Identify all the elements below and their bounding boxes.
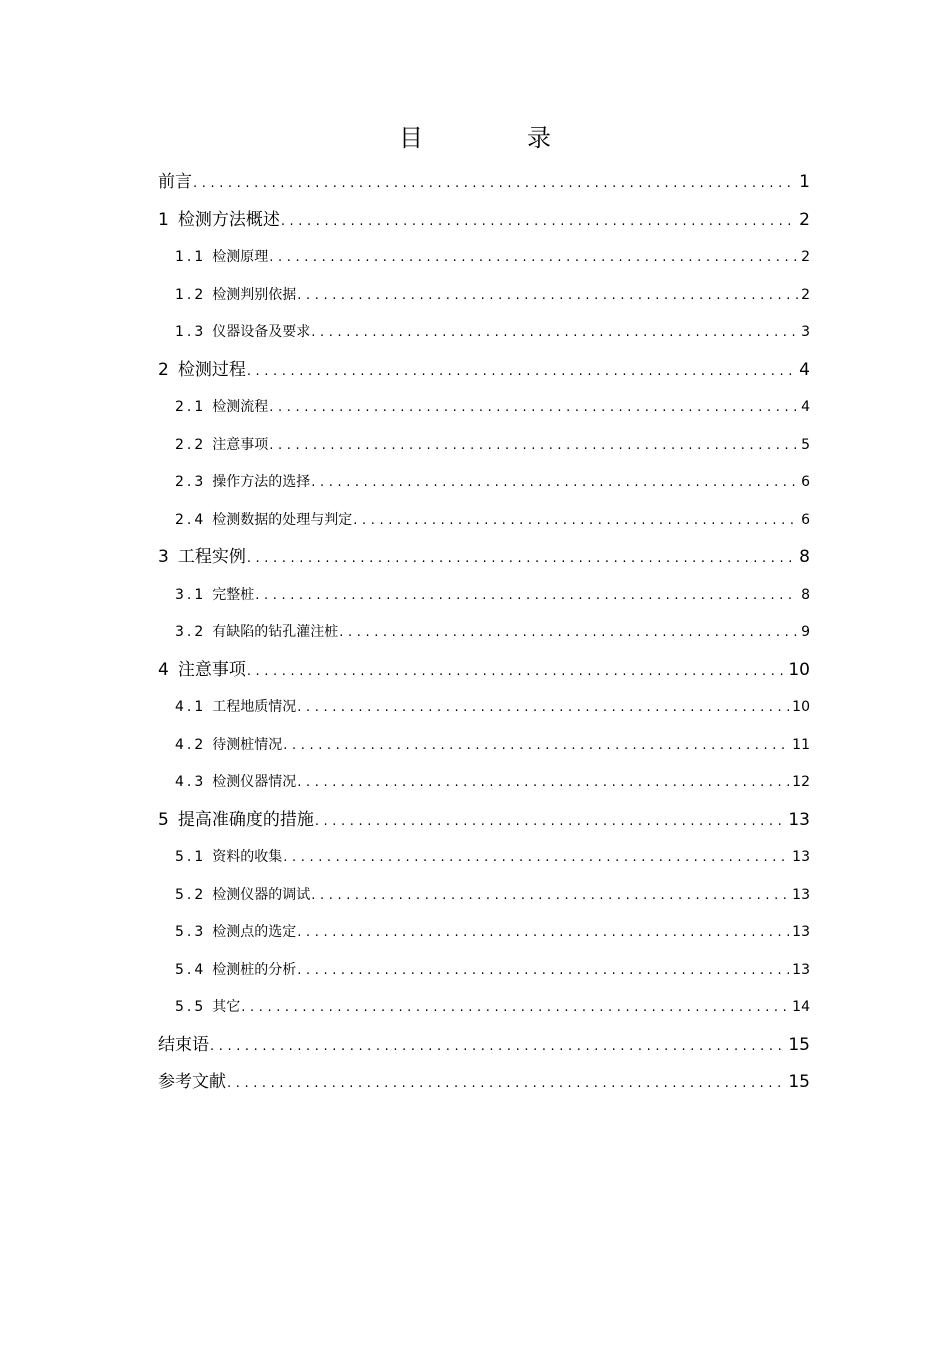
- toc-entry-title: 提高准确度的措施: [177, 809, 314, 830]
- toc-dot-leader: [353, 502, 798, 540]
- toc-dot-leader: [297, 914, 789, 952]
- toc-entry-number: 3.1: [175, 586, 207, 603]
- toc-entry-title: 其它: [212, 999, 241, 1015]
- toc-entry-title: 检测仪器情况: [212, 774, 297, 790]
- toc-entry-title: 工程实例: [177, 547, 246, 567]
- toc-entry-chapter[interactable]: [158, 1027, 810, 1065]
- toc-entry-number: 5.5: [175, 999, 207, 1015]
- toc-dot-leader: [283, 727, 789, 765]
- toc-entry-section[interactable]: [158, 952, 810, 990]
- toc-dot-leader: [297, 764, 789, 802]
- toc-entry-title: 参考文献: [158, 1072, 226, 1092]
- toc-entry-title: 检测流程: [212, 399, 269, 415]
- toc-entry-page-number: 8: [801, 586, 810, 603]
- toc-dot-leader: [283, 839, 789, 877]
- toc-entry-page-number: 11: [792, 736, 810, 753]
- toc-entry-title: 检测点的选定: [212, 924, 297, 940]
- toc-entry-page-number: 13: [788, 809, 810, 830]
- toc-entry-section[interactable]: [158, 839, 810, 877]
- toc-entry-title: 前言: [158, 172, 192, 192]
- toc-entry-title: 工程地质情况: [212, 699, 297, 715]
- toc-entry-page-number: 12: [792, 774, 810, 790]
- toc-entry-chapter[interactable]: [158, 802, 810, 840]
- toc-entry-number: 4: [158, 659, 169, 680]
- toc-entry-section[interactable]: [158, 464, 810, 502]
- toc-dot-leader: [269, 239, 798, 277]
- toc-entry-number: 4.3: [175, 774, 207, 790]
- toc-dot-leader: [241, 989, 789, 1027]
- toc-entry-page-number: 8: [799, 547, 810, 567]
- toc-dot-leader: [269, 389, 798, 427]
- toc-entry-page-number: 13: [792, 961, 810, 978]
- toc-entry-number: 2.4: [175, 511, 207, 528]
- toc-dot-leader: [311, 314, 798, 352]
- toc-entry-number: 1.1: [175, 249, 207, 265]
- toc-entry-title: 检测过程: [177, 359, 246, 380]
- toc-entry-number: 5.4: [175, 961, 207, 978]
- toc-dot-leader: [315, 803, 786, 840]
- toc-dot-leader: [311, 464, 798, 502]
- toc-entry-title: 操作方法的选择: [212, 474, 311, 490]
- page-title: 目 录: [399, 124, 591, 152]
- table-of-contents: [158, 164, 810, 1102]
- toc-entry-number: 5.3: [175, 924, 207, 940]
- toc-entry-number: 5: [158, 809, 169, 830]
- toc-dot-leader: [339, 614, 798, 652]
- toc-entry-title: 资料的收集: [212, 849, 283, 865]
- toc-entry-number: 1: [158, 209, 169, 230]
- toc-entry-number: 4.1: [175, 699, 207, 715]
- toc-entry-page-number: 10: [792, 699, 810, 715]
- toc-entry-title: 检测桩的分析: [212, 961, 297, 978]
- toc-entry-title: 仪器设备及要求: [212, 324, 311, 340]
- toc-entry-chapter[interactable]: [158, 164, 810, 202]
- toc-entry-page-number: 4: [801, 399, 810, 415]
- toc-dot-leader: [255, 577, 798, 615]
- toc-entry-page-number: 2: [801, 249, 810, 265]
- toc-entry-title: 注意事项: [177, 659, 246, 680]
- toc-entry-chapter[interactable]: [158, 352, 810, 390]
- toc-dot-leader: [269, 427, 798, 465]
- toc-dot-leader: [297, 689, 789, 727]
- toc-entry-number: 3.2: [175, 624, 207, 640]
- toc-entry-number: 1.3: [175, 324, 207, 340]
- toc-entry-number: 5.2: [175, 886, 207, 903]
- toc-dot-leader: [227, 1065, 785, 1102]
- toc-entry-section[interactable]: [158, 239, 810, 277]
- toc-entry-number: 5.1: [175, 849, 207, 865]
- toc-entry-section[interactable]: [158, 727, 810, 765]
- toc-entry-title: 完整桩: [212, 586, 255, 603]
- toc-entry-section[interactable]: [158, 689, 810, 727]
- toc-dot-leader: [281, 203, 796, 240]
- toc-entry-page-number: 4: [799, 359, 810, 380]
- toc-dot-leader: [210, 1028, 785, 1065]
- toc-entry-section[interactable]: [158, 914, 810, 952]
- toc-entry-number: 4.2: [175, 736, 207, 753]
- toc-entry-section[interactable]: [158, 502, 810, 540]
- toc-entry-title: 注意事项: [212, 436, 269, 453]
- toc-entry-chapter[interactable]: [158, 539, 810, 577]
- toc-entry-page-number: 13: [792, 924, 810, 940]
- toc-dot-leader: [297, 952, 789, 990]
- toc-entry-page-number: 2: [799, 209, 810, 230]
- toc-entry-page-number: 6: [801, 474, 810, 490]
- toc-dot-leader: [311, 877, 789, 915]
- toc-entry-title: 待测桩情况: [212, 736, 283, 753]
- toc-entry-title: 结束语: [158, 1034, 209, 1055]
- toc-dot-leader: [247, 540, 796, 577]
- toc-dot-leader: [193, 165, 796, 202]
- toc-entry-page-number: 6: [801, 511, 810, 528]
- toc-entry-section[interactable]: [158, 577, 810, 615]
- toc-entry-title: 检测判别依据: [212, 286, 297, 303]
- toc-entry-section[interactable]: [158, 427, 810, 465]
- toc-entry-title: 检测原理: [212, 249, 269, 265]
- toc-entry-page-number: 10: [788, 659, 810, 680]
- toc-entry-page-number: 3: [801, 324, 810, 340]
- toc-entry-section[interactable]: [158, 764, 810, 802]
- toc-dot-leader: [247, 353, 796, 390]
- toc-entry-page-number: 9: [801, 624, 810, 640]
- toc-entry-number: 2: [158, 359, 169, 380]
- toc-entry-title: 检测方法概述: [177, 209, 280, 230]
- toc-entry-number: 2.2: [175, 436, 207, 453]
- toc-entry-page-number: 13: [792, 886, 810, 903]
- toc-entry-number: 2.1: [175, 399, 207, 415]
- toc-entry-page-number: 2: [801, 286, 810, 303]
- toc-entry-title: 检测仪器的调试: [212, 886, 311, 903]
- toc-entry-chapter[interactable]: [158, 202, 810, 240]
- toc-entry-page-number: 15: [788, 1072, 810, 1092]
- toc-entry-section[interactable]: [158, 614, 810, 652]
- toc-entry-chapter[interactable]: [158, 1064, 810, 1102]
- toc-entry-section[interactable]: [158, 989, 810, 1027]
- toc-entry-chapter[interactable]: [158, 652, 810, 690]
- toc-entry-section[interactable]: [158, 389, 810, 427]
- toc-entry-page-number: 15: [788, 1034, 810, 1055]
- toc-entry-title: 有缺陷的钻孔灌注桩: [212, 624, 339, 640]
- toc-entry-section[interactable]: [158, 277, 810, 315]
- toc-entry-title: 检测数据的处理与判定: [212, 511, 353, 528]
- toc-entry-section[interactable]: [158, 877, 810, 915]
- toc-entry-page-number: 13: [792, 849, 810, 865]
- toc-entry-section[interactable]: [158, 314, 810, 352]
- toc-entry-number: 1.2: [175, 286, 207, 303]
- toc-dot-leader: [297, 277, 798, 315]
- toc-entry-page-number: 1: [799, 172, 810, 192]
- toc-entry-number: 3: [158, 547, 169, 567]
- toc-entry-number: 2.3: [175, 474, 207, 490]
- toc-entry-page-number: 5: [801, 436, 810, 453]
- toc-entry-page-number: 14: [792, 999, 810, 1015]
- toc-dot-leader: [247, 653, 786, 690]
